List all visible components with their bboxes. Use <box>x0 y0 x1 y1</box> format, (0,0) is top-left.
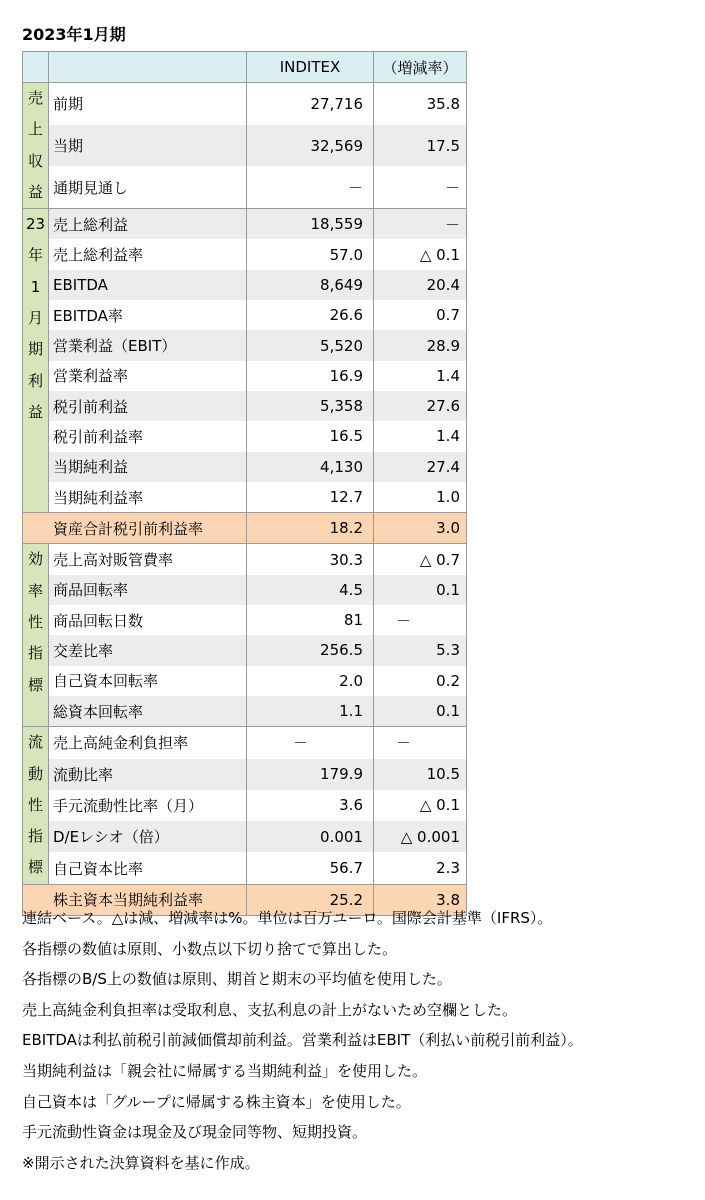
table-row <box>23 666 467 696</box>
row-label: 商品回転率 <box>49 575 247 605</box>
row-change: － <box>374 605 467 635</box>
row-change: 17.5 <box>374 125 467 167</box>
row-label: 前期 <box>49 83 247 125</box>
row-change: 1.0 <box>374 482 467 513</box>
row-change: 10.5 <box>374 759 467 790</box>
row-label: 手元流動性比率（月） <box>49 790 247 821</box>
row-value: 16.9 <box>247 361 374 391</box>
row-value: 179.9 <box>247 759 374 790</box>
section-revenue-label: 売 上 収 益 <box>23 83 49 209</box>
footnote: 各指標の数値は原則、小数点以下切り捨てで算出した。 <box>22 939 398 958</box>
table-row <box>23 239 467 269</box>
row-label: 自己資本回転率 <box>49 666 247 696</box>
row-change: 27.4 <box>374 452 467 482</box>
financial-table <box>22 51 467 916</box>
row-value: 8,649 <box>247 270 374 300</box>
table-row <box>23 759 467 790</box>
table-row <box>23 421 467 451</box>
row-value: 26.6 <box>247 300 374 330</box>
row-value: 32,569 <box>247 125 374 167</box>
row-label: 自己資本比率 <box>49 852 247 884</box>
footnote: 各指標のB/S上の数値は原則、期首と期末の平均値を使用した。 <box>22 970 452 989</box>
table-row <box>23 482 467 513</box>
table-row <box>23 125 467 167</box>
row-label: 総資本回転率 <box>49 696 247 727</box>
row-label: 資産合計税引前利益率 <box>23 513 247 544</box>
row-change: 3.0 <box>374 513 467 544</box>
row-label: 交差比率 <box>49 635 247 665</box>
footnotes <box>22 903 702 1178</box>
table-row <box>23 452 467 482</box>
row-change: △ 0.1 <box>374 790 467 821</box>
table-row <box>23 330 467 360</box>
row-value: 57.0 <box>247 239 374 269</box>
row-label: EBITDA率 <box>49 300 247 330</box>
table-row <box>23 83 467 125</box>
table-row <box>23 300 467 330</box>
row-value: 0.001 <box>247 821 374 852</box>
row-value: 1.1 <box>247 696 374 727</box>
table-row <box>23 635 467 665</box>
section-profit-label: 23 年 1 月 期 利 益 <box>23 209 49 513</box>
row-change: － <box>374 166 467 208</box>
row-value: 12.7 <box>247 482 374 513</box>
table-row <box>23 727 467 759</box>
company-header: INDITEX <box>247 52 374 83</box>
row-value: － <box>247 166 374 208</box>
table-row <box>23 852 467 884</box>
row-value: 3.6 <box>247 790 374 821</box>
row-change: 3.8 <box>374 884 467 915</box>
row-value: 18.2 <box>247 513 374 544</box>
table-header <box>23 52 467 83</box>
row-change: 5.3 <box>374 635 467 665</box>
table-row <box>23 391 467 421</box>
row-change: △ 0.1 <box>374 239 467 269</box>
row-change: 0.7 <box>374 300 467 330</box>
row-label: EBITDA <box>49 270 247 300</box>
row-label: 当期 <box>49 125 247 167</box>
row-label: D/Eレシオ（倍） <box>49 821 247 852</box>
row-change: － <box>374 727 467 759</box>
table-row <box>23 821 467 852</box>
row-change: 2.3 <box>374 852 467 884</box>
table-row <box>23 790 467 821</box>
row-value: 27,716 <box>247 83 374 125</box>
row-label: 売上総利益 <box>49 209 247 240</box>
row-change: 28.9 <box>374 330 467 360</box>
row-label: 当期純利益 <box>49 452 247 482</box>
row-change: 27.6 <box>374 391 467 421</box>
row-value: 30.3 <box>247 544 374 575</box>
table-row <box>23 270 467 300</box>
row-value: 256.5 <box>247 635 374 665</box>
row-value: 16.5 <box>247 421 374 451</box>
footnote: EBITDAは利払前税引前減価償却前利益。営業利益はEBIT（利払い前税引前利益）。 <box>22 1031 583 1050</box>
row-change: 1.4 <box>374 361 467 391</box>
table-row <box>23 605 467 635</box>
footnote: 手元流動性資金は現金及び現金同等物、短期投資。 <box>22 1123 368 1142</box>
footnote: 売上高純金利負担率は受取利息、支払利息の計上がないため空欄とした。 <box>22 1000 518 1019</box>
row-change: 1.4 <box>374 421 467 451</box>
page-title: 2023年1月期 <box>22 25 126 44</box>
row-value: 2.0 <box>247 666 374 696</box>
row-label: 売上高対販管費率 <box>49 544 247 575</box>
row-value: 81 <box>247 605 374 635</box>
section-liquidity-label: 流 動 性 指 標 <box>23 727 49 884</box>
row-value: 25.2 <box>247 884 374 915</box>
highlight-row <box>23 513 467 544</box>
row-label: 株主資本当期純利益率 <box>23 884 247 915</box>
row-value: 5,358 <box>247 391 374 421</box>
footnote: 自己資本は「グループに帰属する株主資本」を使用した。 <box>22 1092 411 1111</box>
section-efficiency-label: 効 率 性 指 標 <box>23 544 49 727</box>
row-label: 商品回転日数 <box>49 605 247 635</box>
row-value: 4,130 <box>247 452 374 482</box>
row-change: △ 0.001 <box>374 821 467 852</box>
footnote: 当期純利益は「親会社に帰属する当期純利益」を使用した。 <box>22 1061 428 1080</box>
row-value: 18,559 <box>247 209 374 240</box>
row-value: 56.7 <box>247 852 374 884</box>
row-label: 売上高純金利負担率 <box>49 727 247 759</box>
row-label: 営業利益率 <box>49 361 247 391</box>
row-change: 0.1 <box>374 696 467 727</box>
row-label: 税引前利益 <box>49 391 247 421</box>
row-change: 35.8 <box>374 83 467 125</box>
row-value: 5,520 <box>247 330 374 360</box>
row-value: 4.5 <box>247 575 374 605</box>
row-label: 通期見通し <box>49 166 247 208</box>
row-change: 20.4 <box>374 270 467 300</box>
table-row <box>23 361 467 391</box>
row-label: 営業利益（EBIT） <box>49 330 247 360</box>
footnote: 連結ベース。△は減、増減率は%。単位は百万ユーロ。国際会計基準（IFRS）。 <box>22 909 553 927</box>
table-row <box>23 209 467 240</box>
row-label: 流動比率 <box>49 759 247 790</box>
row-change: 0.1 <box>374 575 467 605</box>
row-label: 売上総利益率 <box>49 239 247 269</box>
table-row <box>23 696 467 727</box>
row-label: 税引前利益率 <box>49 421 247 451</box>
table-row <box>23 544 467 575</box>
row-change: － <box>374 209 467 240</box>
row-change: △ 0.7 <box>374 544 467 575</box>
row-label: 当期純利益率 <box>49 482 247 513</box>
row-change: 0.2 <box>374 666 467 696</box>
change-header: （増減率） <box>374 52 467 83</box>
table-row <box>23 575 467 605</box>
table-row <box>23 166 467 208</box>
footnote: ※開示された決算資料を基に作成。 <box>22 1153 260 1172</box>
row-value: － <box>247 727 374 759</box>
